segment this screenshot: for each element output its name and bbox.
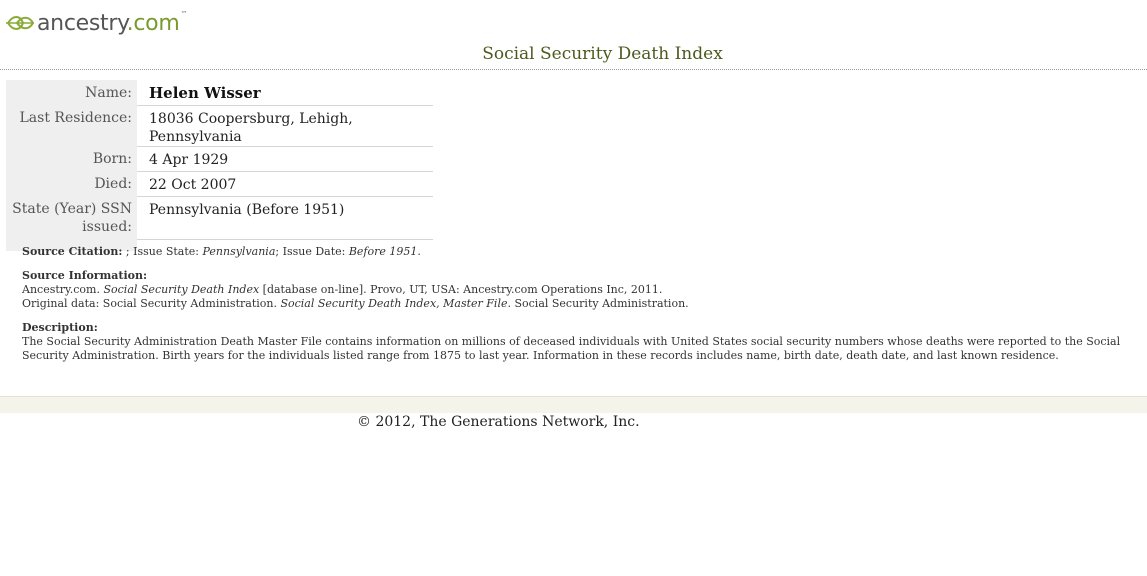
description	[22, 321, 1147, 363]
source-citation-heading: Source Citation:	[22, 245, 123, 258]
source-text: [database on-line]. Provo, UT, USA: Ancestry.com Operations Inc, 2011.	[259, 283, 663, 296]
source-text: Original data: Social Security Administration.	[22, 297, 281, 310]
record-value-ssn-state: Pennsylvania (Before 1951)	[137, 196, 433, 239]
source-title: Social Security Death Index	[103, 283, 260, 296]
record-row-ssn-state	[6, 196, 433, 239]
page-header	[0, 0, 1147, 70]
record-label: Name:	[6, 80, 137, 105]
record-label: State (Year) SSN issued:	[6, 196, 137, 239]
source-citation	[22, 245, 1147, 259]
ancestry-logo[interactable]	[5, 8, 187, 38]
logo-wordmark: ancestry.com	[37, 10, 180, 36]
page-title: Social Security Death Index	[482, 44, 723, 64]
source-text: . Social Security Administration.	[507, 297, 689, 310]
record-value-residence: 18036 Coopersburg, Lehigh, Pennsylvania	[137, 105, 433, 146]
description-text: The Social Security Administration Death Master File contains information on millions of deceased individuals with United States social security numbers whose deaths were reported to the Social Security Administration. Birth years for the individuals listed range from 1875 to last year. Information in these records includes name, birth date, death date, and last known residence.	[22, 335, 1121, 362]
record-label: Born:	[6, 146, 137, 171]
record-table	[6, 80, 433, 251]
record-label: Died:	[6, 171, 137, 196]
leaf-icon	[5, 10, 35, 36]
footer-bar	[0, 396, 1147, 413]
source-text: Ancestry.com.	[22, 283, 104, 296]
record-value-born: 4 Apr 1929	[137, 146, 433, 171]
record-row-born	[6, 146, 433, 171]
record-row-residence	[6, 105, 433, 146]
citation-date: Before 1951	[348, 245, 418, 258]
citation-text: ; Issue Date:	[275, 245, 349, 258]
citation-state: Pennsylvania	[202, 245, 276, 258]
title-divider	[0, 69, 1147, 70]
source-information-heading: Source Information:	[22, 269, 148, 282]
record-label: Last Residence:	[6, 105, 137, 146]
record-row-name	[6, 80, 433, 105]
record-value-died: 22 Oct 2007	[137, 171, 433, 196]
copyright-notice: © 2012, The Generations Network, Inc.	[357, 414, 640, 430]
record-row-died	[6, 171, 433, 196]
record-value-name: Helen Wisser	[137, 80, 433, 105]
logo-trademark: ™	[180, 10, 188, 18]
citation-text: ; Issue State:	[122, 245, 203, 258]
source-information	[22, 269, 1147, 311]
citation-text: .	[417, 245, 421, 258]
description-heading: Description:	[22, 321, 98, 334]
source-title: Social Security Death Index, Master File	[280, 297, 508, 310]
record-metadata	[22, 245, 1147, 373]
